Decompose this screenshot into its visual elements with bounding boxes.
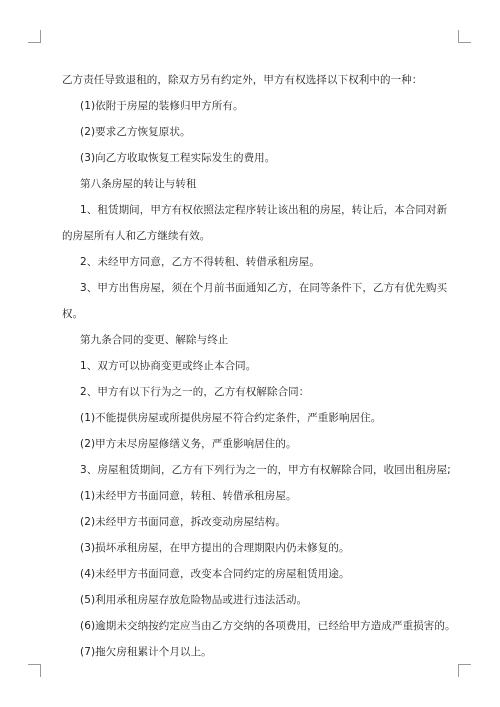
paragraph-change-3: 3、房屋租赁期间，乙方有下列行为之一的，甲方有权解除合同，收回出租房屋; [80, 464, 451, 476]
paragraph-transfer-2: 2、未经甲方同意，乙方不得转租、转借承租房屋。 [80, 256, 320, 268]
paragraph-transfer-3-line-1: 3、甲方出售房屋，须在个月前书面通知乙方，在同等条件下，乙方有优先购买 [80, 282, 448, 294]
paragraph-change-1: 1、双方可以协商变更或终止本合同。 [80, 360, 257, 372]
paragraph-tenant-item-4: (4)未经甲方书面同意，改变本合同约定的房屋租赁用途。 [80, 568, 350, 580]
paragraph-item-1: (1)依附于房屋的装修归甲方所有。 [80, 100, 244, 112]
paragraph-transfer-1-line-2: 的房屋所有人和乙方继续有效。 [62, 230, 211, 242]
paragraph-item-2: (2)要求乙方恢复原状。 [80, 126, 191, 138]
paragraph-transfer-1-line-1: 1、租赁期间，甲方有权依照法定程序转让该出租的房屋，转让后，本合同对新 [80, 204, 448, 216]
crop-mark-top-right [458, 30, 471, 43]
section-heading-article-8: 第八条房屋的转让与转租 [80, 178, 197, 190]
paragraph-termination-intro: 乙方责任导致退租的，除双方另有约定外，甲方有权选择以下权利中的一种： [62, 74, 423, 86]
crop-mark-top-left [28, 30, 41, 43]
paragraph-landlord-item-2: (2)甲方未尽房屋修缮义务，严重影响居住的。 [80, 438, 297, 450]
paragraph-tenant-item-1: (1)未经甲方书面同意，转租、转借承租房屋。 [80, 490, 297, 502]
paragraph-tenant-item-5: (5)利用承租房屋存放危险物品或进行违法活动。 [80, 594, 308, 606]
paragraph-tenant-item-7: (7)拖欠房租累计个月以上。 [80, 646, 212, 658]
paragraph-tenant-item-3: (3)损坏承租房屋，在甲方提出的合理期限内仍未修复的。 [80, 542, 350, 554]
paragraph-change-2: 2、甲方有以下行为之一的，乙方有权解除合同： [80, 386, 310, 398]
crop-mark-bottom-left [28, 664, 41, 677]
section-heading-article-9: 第九条合同的变更、解除与终止 [80, 334, 229, 346]
paragraph-item-3: (3)向乙方收取恢复工程实际发生的费用。 [80, 152, 276, 164]
document-body [62, 67, 456, 665]
paragraph-tenant-item-2: (2)未经甲方书面同意，拆改变动房屋结构。 [80, 516, 286, 528]
paragraph-landlord-item-1: (1)不能提供房屋或所提供房屋不符合约定条件，严重影响居住。 [80, 412, 382, 424]
crop-mark-bottom-right [458, 664, 471, 677]
paragraph-transfer-3-line-2: 权。 [62, 308, 84, 320]
paragraph-tenant-item-6: (6)逾期未交纳按约定应当由乙方交纳的各项费用，已经给甲方造成严重损害的。 [80, 620, 456, 632]
